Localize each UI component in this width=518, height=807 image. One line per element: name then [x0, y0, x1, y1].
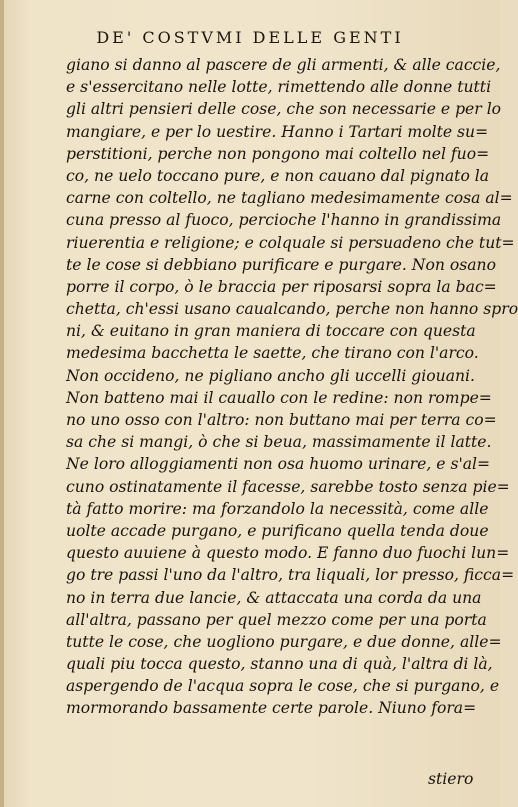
text-line: uolte accade purgano, e purificano quella tenda doue: [66, 521, 489, 540]
text-line: Ne loro alloggiamenti non osa huomo urinare, e s'al=: [66, 455, 491, 474]
running-header: DE' COSTVMI DELLE GENTI: [96, 28, 404, 47]
text-line: cuno ostinatamente il facesse, sarebbe tosto senza pie=: [66, 477, 510, 496]
text-line: riuerentia e religione; e colquale si persuadeno che tut=: [66, 233, 515, 252]
text-line: sa che si mangi, ò che si beua, massimamente il latte.: [66, 433, 492, 452]
text-line: e s'essercitano nelle lotte, rimettendo alle donne tutti: [66, 78, 492, 97]
text-line: mangiare, e per lo uestire. Hanno i Tartari molte su=: [66, 122, 489, 141]
text-line: carne con coltello, ne tagliano medesimamente cosa al=: [66, 189, 513, 208]
text-line: cuna presso al fuoco, percioche l'hanno in grandissima: [66, 211, 502, 230]
text-line: te le cose si debbiano purificare e purgare. Non osano: [66, 255, 496, 274]
text-line: porre il corpo, ò le braccia per riposarsi sopra la bac=: [66, 277, 497, 296]
text-line: gli altri pensieri delle cose, che son necessarie e per lo: [66, 100, 502, 119]
catchword: stiero: [428, 770, 474, 788]
text-line: quali piu tocca questo, stanno una di quà, l'altra di là,: [66, 655, 493, 674]
text-line: ni, & euitano in gran maniera di toccare con questa: [66, 322, 476, 341]
text-line: tà fatto morire: ma forzandolo la necessità, come alle: [66, 499, 489, 518]
text-line: perstitioni, perche non pongono mai coltello nel fuo=: [66, 144, 490, 163]
body-text: [66, 54, 518, 720]
binding-edge: [0, 0, 4, 807]
text-line: go tre passi l'uno da l'altro, tra liquali, lor presso, ficca=: [66, 566, 515, 585]
text-line: co, ne uelo toccano pure, e non cauano dal pignato la: [66, 166, 490, 185]
text-line: chetta, ch'essi usano caualcando, perche non hanno spro: [66, 300, 518, 319]
text-line: all'altra, passano per quel mezzo come per una porta: [66, 610, 487, 629]
text-line: Non occideno, ne pigliano ancho gli uccelli giouani.: [66, 366, 475, 385]
text-line: medesima bacchetta le saette, che tirano con l'arco.: [66, 344, 479, 363]
text-line: questo auuiene à questo modo. E fanno duo fuochi lun=: [66, 544, 510, 563]
text-line: no uno osso con l'altro: non buttano mai per terra co=: [66, 411, 497, 429]
text-line: tutte le cose, che uogliono purgare, e due donne, alle=: [66, 632, 502, 651]
text-line: giano si danno al pascere de gli armenti, & alle caccie,: [66, 56, 501, 74]
text-line: mormorando bassamente certe parole. Niuno fora=: [66, 699, 477, 718]
text-line: no in terra due lancie, & attaccata una corda da una: [66, 588, 482, 607]
text-line: Non batteno mai il cauallo con le redine: non rompe=: [66, 388, 492, 407]
text-line: aspergendo de l'acqua sopra le cose, che si purgano, e: [66, 677, 500, 696]
